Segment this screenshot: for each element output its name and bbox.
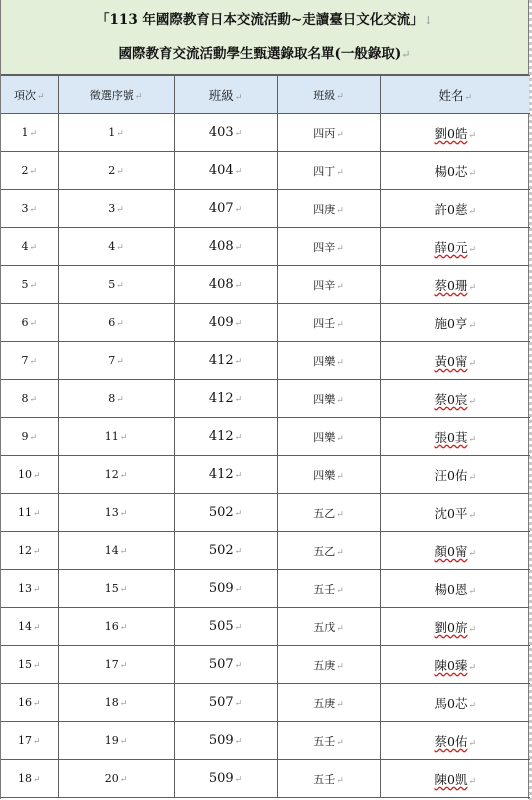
cell-student-name: 薛0元↵: [380, 228, 530, 266]
table-row: [1, 228, 530, 266]
cell-serial-number: 14↵: [58, 532, 174, 570]
cell-student-name: 劉0旂↵: [380, 608, 530, 646]
cell-class-number: 412↵: [174, 456, 277, 494]
cell-serial-number: 8↵: [58, 380, 174, 418]
cell-class-name: 五乙↵: [277, 532, 380, 570]
cell-class-number: 509↵: [174, 760, 277, 798]
table-row: [1, 342, 530, 380]
cell-item-number: 1↵: [1, 114, 58, 152]
cell-student-name: 汪0佑↵: [380, 456, 530, 494]
cell-student-name: 劉0皓↵: [380, 114, 530, 152]
cell-item-number: 7↵: [1, 342, 58, 380]
cell-serial-number: 3↵: [58, 190, 174, 228]
cell-class-name: 五壬↵: [277, 570, 380, 608]
table-row: [1, 152, 530, 190]
cell-class-number: 412↵: [174, 418, 277, 456]
cell-student-name: 顏0甯↵: [380, 532, 530, 570]
title-block: [1, 0, 528, 75]
header-class-number: 班級↵: [174, 76, 277, 114]
cell-class-name: 五戊↵: [277, 608, 380, 646]
cell-item-number: 16↵: [1, 684, 58, 722]
table-row: [1, 722, 530, 760]
cell-student-name: 蔡0宸↵: [380, 380, 530, 418]
header-class-name: 班級↵: [277, 76, 380, 114]
table-row: [1, 570, 530, 608]
cell-serial-number: 15↵: [58, 570, 174, 608]
cell-class-name: 四樂↵: [277, 418, 380, 456]
cell-serial-number: 5↵: [58, 266, 174, 304]
cell-student-name: 陳0凱↵: [380, 760, 530, 798]
cell-class-name: 五壬↵: [277, 760, 380, 798]
cell-serial-number: 16↵: [58, 608, 174, 646]
cell-item-number: 12↵: [1, 532, 58, 570]
cell-class-number: 505↵: [174, 608, 277, 646]
cell-student-name: 蔡0佑↵: [380, 722, 530, 760]
cell-class-number: 412↵: [174, 342, 277, 380]
cell-item-number: 18↵: [1, 760, 58, 798]
cell-student-name: 沈0平↵: [380, 494, 530, 532]
cell-class-name: 四丁↵: [277, 152, 380, 190]
cell-serial-number: 20↵: [58, 760, 174, 798]
cell-item-number: 5↵: [1, 266, 58, 304]
cell-item-number: 15↵: [1, 646, 58, 684]
document-subtitle-text: 國際教育交流活動學生甄選錄取名單(一般錄取): [118, 46, 402, 62]
cell-serial-number: 1↵: [58, 114, 174, 152]
cell-serial-number: 13↵: [58, 494, 174, 532]
header-student-name: 姓名↵: [380, 76, 530, 114]
line-break-mark-icon: ↓: [423, 14, 433, 27]
cell-item-number: 3↵: [1, 190, 58, 228]
cell-class-number: 502↵: [174, 532, 277, 570]
cell-item-number: 14↵: [1, 608, 58, 646]
cell-student-name: 張0萁↵: [380, 418, 530, 456]
cell-class-name: 五壬↵: [277, 722, 380, 760]
cell-class-number: 412↵: [174, 380, 277, 418]
cell-class-number: 502↵: [174, 494, 277, 532]
cell-item-number: 8↵: [1, 380, 58, 418]
cell-serial-number: 19↵: [58, 722, 174, 760]
cell-serial-number: 12↵: [58, 456, 174, 494]
cell-class-number: 409↵: [174, 304, 277, 342]
cell-student-name: 許0慈↵: [380, 190, 530, 228]
table-row: [1, 646, 530, 684]
cell-student-name: 馬0芯↵: [380, 684, 530, 722]
table-row: [1, 190, 530, 228]
cell-class-name: 四壬↵: [277, 304, 380, 342]
cell-student-name: 陳0臻↵: [380, 646, 530, 684]
cell-item-number: 4↵: [1, 228, 58, 266]
cell-class-name: 四辛↵: [277, 266, 380, 304]
cell-class-name: 四樂↵: [277, 342, 380, 380]
table-row: [1, 266, 530, 304]
cell-item-number: 13↵: [1, 570, 58, 608]
cell-serial-number: 7↵: [58, 342, 174, 380]
cell-item-number: 11↵: [1, 494, 58, 532]
cell-serial-number: 4↵: [58, 228, 174, 266]
cell-class-name: 五庚↵: [277, 684, 380, 722]
cell-class-number: 509↵: [174, 570, 277, 608]
cell-class-name: 四丙↵: [277, 114, 380, 152]
table-row: [1, 608, 530, 646]
cell-student-name: 黃0甯↵: [380, 342, 530, 380]
document-subtitle: [1, 30, 528, 64]
document-title: [1, 0, 528, 30]
cell-class-number: 403↵: [174, 114, 277, 152]
cell-class-number: 408↵: [174, 266, 277, 304]
header-serial-number: 徵選序號↵: [58, 76, 174, 114]
document-title-text: 「113 年國際教育日本交流活動~走讀臺日文化交流」: [96, 12, 424, 28]
cell-class-number: 404↵: [174, 152, 277, 190]
cell-student-name: 楊0恩↵: [380, 570, 530, 608]
cell-class-name: 四樂↵: [277, 456, 380, 494]
table-body: [1, 114, 530, 798]
cell-class-name: 四樂↵: [277, 380, 380, 418]
cell-class-number: 509↵: [174, 722, 277, 760]
cell-item-number: 10↵: [1, 456, 58, 494]
cell-item-number: 6↵: [1, 304, 58, 342]
cell-class-name: 四辛↵: [277, 228, 380, 266]
cell-serial-number: 2↵: [58, 152, 174, 190]
paragraph-mark-icon: ↵: [401, 48, 411, 61]
table-row: [1, 494, 530, 532]
cell-serial-number: 18↵: [58, 684, 174, 722]
cell-class-number: 408↵: [174, 228, 277, 266]
cell-serial-number: 17↵: [58, 646, 174, 684]
cell-class-number: 407↵: [174, 190, 277, 228]
cell-class-name: 五庚↵: [277, 646, 380, 684]
cell-class-number: 507↵: [174, 646, 277, 684]
cell-class-name: 四庚↵: [277, 190, 380, 228]
cell-serial-number: 11↵: [58, 418, 174, 456]
cell-item-number: 17↵: [1, 722, 58, 760]
table-row: [1, 304, 530, 342]
cell-item-number: 9↵: [1, 418, 58, 456]
table-row: [1, 380, 530, 418]
header-item-number: 項次↵: [1, 76, 58, 114]
table-row: [1, 456, 530, 494]
cell-class-name: 五乙↵: [277, 494, 380, 532]
table-row: [1, 760, 530, 798]
table-row: [1, 684, 530, 722]
cell-class-number: 507↵: [174, 684, 277, 722]
table-header-row: [1, 76, 530, 114]
table-row: [1, 114, 530, 152]
cell-student-name: 楊0芯↵: [380, 152, 530, 190]
table-row: [1, 532, 530, 570]
cell-serial-number: 6↵: [58, 304, 174, 342]
cell-student-name: 蔡0珊↵: [380, 266, 530, 304]
cell-item-number: 2↵: [1, 152, 58, 190]
table-row: [1, 418, 530, 456]
cell-student-name: 施0亨↵: [380, 304, 530, 342]
admission-table: [1, 75, 530, 798]
